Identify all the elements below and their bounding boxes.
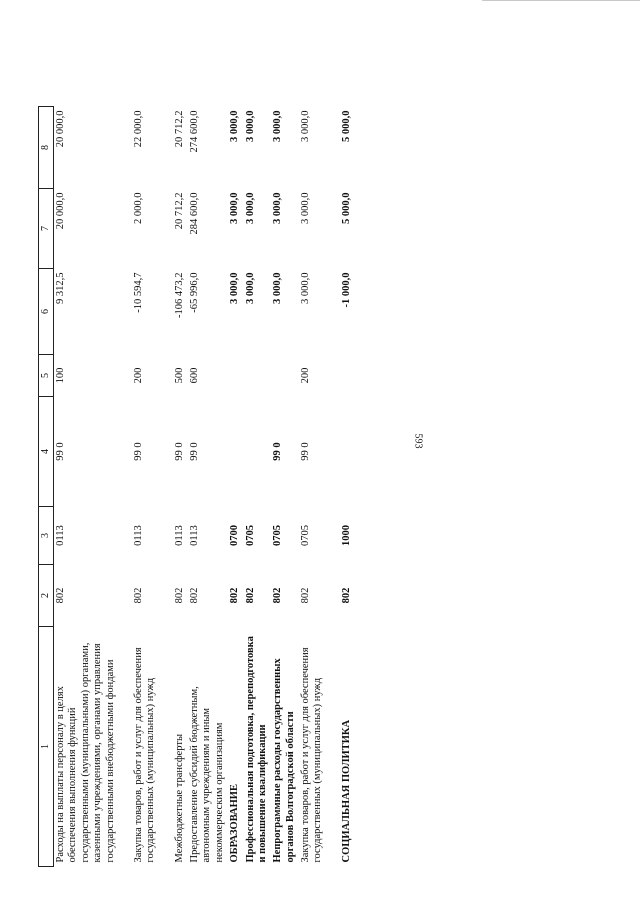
cell-admin-code: 802: [244, 587, 256, 604]
cell-program-code: 99 0: [55, 442, 66, 461]
cell-amount-6: 3 000,0: [300, 272, 311, 304]
row-name: Профессиональная подготовка, переподготовка и повышение квалификации: [244, 636, 268, 863]
header-col-4: 4: [39, 397, 54, 507]
cell-admin-code: 802: [340, 587, 352, 604]
cell-admin-code: 802: [189, 587, 200, 604]
page-number: 593: [412, 433, 424, 449]
cell-section-code: 0113: [189, 525, 200, 546]
cell-amount-6: 9 312,5: [55, 272, 66, 304]
row-name: СОЦИАЛЬНАЯ ПОЛИТИКА: [340, 719, 352, 863]
cell-expense-type: 600: [189, 367, 200, 384]
cell-program-code: [327, 397, 355, 507]
cell-amount-8: 5 000,0: [340, 110, 352, 142]
cell-program-code: [228, 397, 243, 507]
cell-program-code: 99 0: [132, 442, 144, 461]
cell-amount-8: 20 712,2: [173, 110, 185, 148]
table-row: [54, 107, 119, 867]
table-body: [54, 107, 356, 867]
cell-amount-7: 3 000,0: [300, 192, 311, 224]
cell-admin-code: 802: [55, 587, 66, 604]
row-name: Предоставление субсидий бюджетным, автономным учреждениям и иным некоммерческим организациям: [189, 686, 225, 863]
cell-section-code: 0705: [244, 525, 256, 546]
cell-program-code: 99 0: [272, 442, 284, 461]
cell-program-code: 99 0: [189, 442, 200, 461]
cell-amount-6: -65 996,0: [189, 272, 200, 313]
row-name: Расходы на выплаты персоналу в целях обеспечения выполнения функций государственными (муниципальными) органами, казенными учреждениями, органами управления государственными внебюджетными фондами: [55, 642, 116, 863]
cell-amount-8: 3 000,0: [244, 110, 256, 142]
cell-admin-code: 802: [132, 587, 144, 604]
cell-amount-8: 20 000,0: [55, 110, 66, 148]
rotated-page: [38, 107, 598, 867]
cell-amount-8: 3 000,0: [272, 110, 284, 142]
table-row: [188, 107, 228, 867]
cell-admin-code: 802: [272, 587, 284, 604]
cell-amount-8: 3 000,0: [300, 110, 311, 142]
header-col-1: 1: [39, 627, 54, 867]
header-col-6: 6: [39, 269, 54, 355]
table-row: [119, 107, 160, 867]
row-name: Непрограммные расходы государственных органов Волгоградской области: [272, 658, 296, 863]
cell-amount-7: 20 712,2: [173, 192, 185, 230]
cell-amount-6: 3 000,0: [229, 272, 241, 304]
cell-amount-7: 3 000,0: [229, 192, 241, 224]
cell-admin-code: 802: [229, 587, 241, 604]
cell-program-code: 99 0: [300, 442, 311, 461]
cell-section-code: 0705: [272, 525, 284, 546]
cell-expense-type: 200: [300, 367, 311, 384]
table-row: [299, 107, 327, 867]
cell-amount-6: -1 000,0: [340, 272, 352, 308]
table-row: [271, 107, 299, 867]
cell-expense-type: 100: [55, 367, 66, 384]
cell-expense-type: [271, 355, 299, 397]
cell-program-code: [244, 397, 272, 507]
cell-admin-code: 802: [300, 587, 311, 604]
cell-amount-7: 3 000,0: [244, 192, 256, 224]
cell-program-code: 99 0: [173, 442, 185, 461]
table-header-row: [39, 107, 54, 867]
cell-amount-7: 20 000,0: [55, 192, 66, 230]
budget-table: [38, 106, 355, 867]
cell-section-code: 0705: [300, 525, 311, 546]
table-row: [160, 107, 188, 867]
cell-amount-7: 5 000,0: [340, 192, 352, 224]
cell-amount-6: -106 473,2: [173, 272, 185, 318]
row-name: Закупка товаров, работ и услуг для обеспечения государственных (муниципальных) нужд: [132, 647, 157, 863]
header-col-8: 8: [39, 107, 54, 189]
row-name: Закупка товаров, работ и услуг для обеспечения государственных (муниципальных) нужд: [300, 647, 324, 863]
cell-expense-type: [244, 355, 272, 397]
cell-expense-type: [327, 355, 355, 397]
header-col-7: 7: [39, 189, 54, 269]
cell-amount-7: 284 600,0: [189, 192, 200, 235]
cell-admin-code: 802: [173, 587, 185, 604]
header-col-5: 5: [39, 355, 54, 397]
cell-amount-7: 2 000,0: [132, 192, 144, 224]
cell-section-code: 0113: [132, 525, 144, 546]
table-row: [228, 107, 243, 867]
row-name: ОБРАЗОВАНИЕ: [229, 784, 241, 863]
cell-amount-6: 3 000,0: [272, 272, 284, 304]
cell-amount-6: 3 000,0: [244, 272, 256, 304]
table-row: [327, 107, 355, 867]
header-col-3: 3: [39, 507, 54, 565]
row-name: Межбюджетные трансферты: [173, 733, 185, 863]
cell-amount-7: 3 000,0: [272, 192, 284, 224]
header-col-2: 2: [39, 565, 54, 627]
cell-expense-type: 200: [132, 367, 144, 384]
cell-section-code: 1000: [340, 525, 352, 546]
cell-section-code: 0113: [173, 525, 185, 546]
cell-amount-6: -10 594,7: [132, 272, 144, 313]
table-row: [244, 107, 272, 867]
cell-section-code: 0700: [229, 525, 241, 546]
cell-amount-8: 3 000,0: [229, 110, 241, 142]
cell-section-code: 0113: [55, 525, 66, 546]
cell-expense-type: 500: [173, 367, 185, 384]
cell-amount-8: 22 000,0: [132, 110, 144, 148]
cell-amount-8: 274 600,0: [189, 110, 200, 153]
scan-edge-line: [482, 0, 640, 1]
cell-expense-type: [228, 355, 243, 397]
